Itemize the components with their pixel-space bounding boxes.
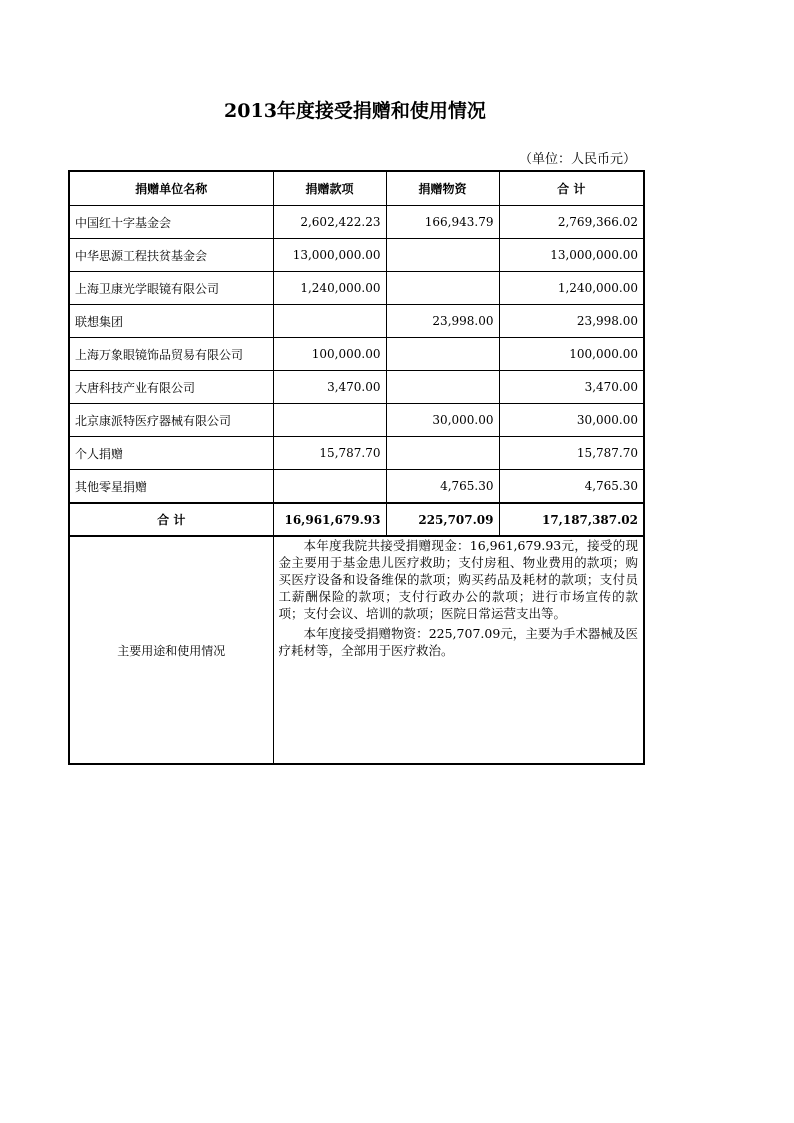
usage-row [69, 536, 644, 764]
donation-table [68, 170, 645, 765]
table-row [69, 338, 644, 371]
header-cash: 捐赠款项 [273, 171, 386, 206]
cash-amount: 15,787.70 [273, 437, 386, 470]
goods-amount: 30,000.00 [386, 404, 499, 437]
usage-label: 主要用途和使用情况 [69, 536, 273, 764]
goods-amount: 166,943.79 [386, 206, 499, 239]
totals-goods: 225,707.09 [386, 503, 499, 536]
cash-amount [273, 470, 386, 504]
donor-name: 北京康派特医疗器械有限公司 [69, 404, 273, 437]
cash-amount: 2,602,422.23 [273, 206, 386, 239]
donor-name: 中国红十字基金会 [69, 206, 273, 239]
row-total: 4,765.30 [499, 470, 644, 504]
table-row [69, 371, 644, 404]
table-header-row [69, 171, 644, 206]
page-title: 2013年度接受捐赠和使用情况 [224, 100, 486, 122]
row-total: 100,000.00 [499, 338, 644, 371]
row-total: 2,769,366.02 [499, 206, 644, 239]
row-total: 1,240,000.00 [499, 272, 644, 305]
totals-grand: 17,187,387.02 [499, 503, 644, 536]
usage-paragraph-goods: 本年度接受捐赠物资：225,707.09元，主要为手术器械及医疗耗材等，全部用于医疗救治。 [278, 626, 638, 658]
header-goods: 捐赠物资 [386, 171, 499, 206]
donor-name: 上海万象眼镜饰品贸易有限公司 [69, 338, 273, 371]
table-row [69, 206, 644, 239]
donor-name: 联想集团 [69, 305, 273, 338]
row-total: 15,787.70 [499, 437, 644, 470]
totals-cash: 16,961,679.93 [273, 503, 386, 536]
donor-name: 上海卫康光学眼镜有限公司 [69, 272, 273, 305]
table-row [69, 239, 644, 272]
table-row [69, 272, 644, 305]
row-total: 30,000.00 [499, 404, 644, 437]
goods-amount [386, 272, 499, 305]
cash-amount: 100,000.00 [273, 338, 386, 371]
totals-label: 合 计 [69, 503, 273, 536]
totals-row [69, 503, 644, 536]
cash-amount: 13,000,000.00 [273, 239, 386, 272]
cash-amount: 1,240,000.00 [273, 272, 386, 305]
cash-amount: 3,470.00 [273, 371, 386, 404]
table-row [69, 305, 644, 338]
table-row [69, 437, 644, 470]
unit-note: （单位：人民币元） [518, 152, 636, 167]
goods-amount [386, 338, 499, 371]
usage-paragraph-cash: 本年度我院共接受捐赠现金：16,961,679.93元，接受的现金主要用于基金患儿医疗救助；支付房租、物业费用的款项；购买医疗设备和设备维保的款项；购买药品及耗材的款项；支付员工薪酬保险的款项；支付行政办公的款项；进行市场宣传的款项；支付会议、培训的款项；医院日常运营支出等。 [278, 538, 638, 621]
table-row [69, 404, 644, 437]
goods-amount: 4,765.30 [386, 470, 499, 504]
goods-amount [386, 239, 499, 272]
donor-name: 个人捐赠 [69, 437, 273, 470]
row-total: 13,000,000.00 [499, 239, 644, 272]
row-total: 23,998.00 [499, 305, 644, 338]
header-donor-name: 捐赠单位名称 [69, 171, 273, 206]
usage-description [273, 536, 644, 764]
cash-amount [273, 404, 386, 437]
donor-name: 大唐科技产业有限公司 [69, 371, 273, 404]
goods-amount [386, 371, 499, 404]
goods-amount: 23,998.00 [386, 305, 499, 338]
row-total: 3,470.00 [499, 371, 644, 404]
table-row [69, 470, 644, 504]
cash-amount [273, 305, 386, 338]
donor-name: 其他零星捐赠 [69, 470, 273, 504]
header-total: 合 计 [499, 171, 644, 206]
donor-name: 中华思源工程扶贫基金会 [69, 239, 273, 272]
goods-amount [386, 437, 499, 470]
